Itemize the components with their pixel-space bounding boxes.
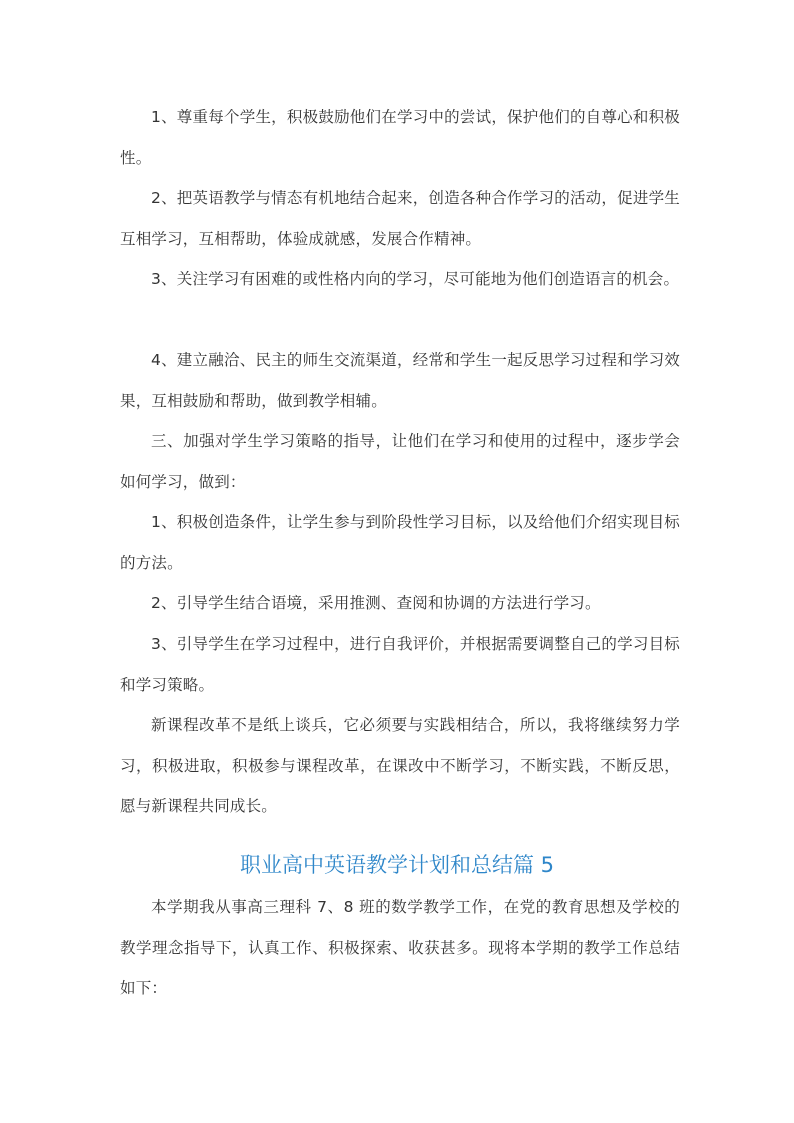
section-title: 职业高中英语教学计划和总结篇 5 — [239, 853, 555, 877]
paragraph-communication-channel: 4、建立融洽、民主的师生交流渠道，经常和学生一起反思学习过程和学习效果，互相鼓励和帮助，做到教学相辅。 — [120, 351, 680, 410]
paragraph-stage-goals: 1、积极创造条件，让学生参与到阶段性学习目标，以及给他们介绍实现目标的方法。 — [120, 513, 680, 572]
paragraph-semester-summary: 本学期我从事高三理科 7、8 班的数学教学工作，在党的教育思想及学校的教学理念指导下，认真工作、积极探索、收获甚多。现将本学期的教学工作总结如下： — [120, 898, 680, 997]
paragraph-learning-strategies: 三、加强对学生学习策略的指导，让他们在学习和使用的过程中，逐步学会如何学习，做到： — [120, 432, 680, 491]
paragraph-struggling-learners: 3、关注学习有困难的或性格内向的学习，尽可能地为他们创造语言的机会。 — [151, 270, 680, 288]
paragraph-context-learning: 2、引导学生结合语境，采用推测、查阅和协调的方法进行学习。 — [151, 594, 601, 612]
paragraph-curriculum-reform: 新课程改革不是纸上谈兵，它必须要与实践相结合，所以，我将继续努力学习，积极进取，积极参与课程改革，在课改中不断学习，不断实践，不断反思，愿与新课程共同成长。 — [120, 716, 680, 815]
paragraph-respect-students: 1、尊重每个学生，积极鼓励他们在学习中的尝试，保护他们的自尊心和积极性。 — [120, 108, 680, 167]
paragraph-self-evaluation: 3、引导学生在学习过程中，进行自我评价，并根据需要调整自己的学习目标和学习策略。 — [120, 635, 680, 694]
paragraph-cooperative-learning: 2、把英语教学与情态有机地结合起来，创造各种合作学习的活动，促进学生互相学习，互相帮助，体验成就感，发展合作精神。 — [120, 189, 680, 248]
